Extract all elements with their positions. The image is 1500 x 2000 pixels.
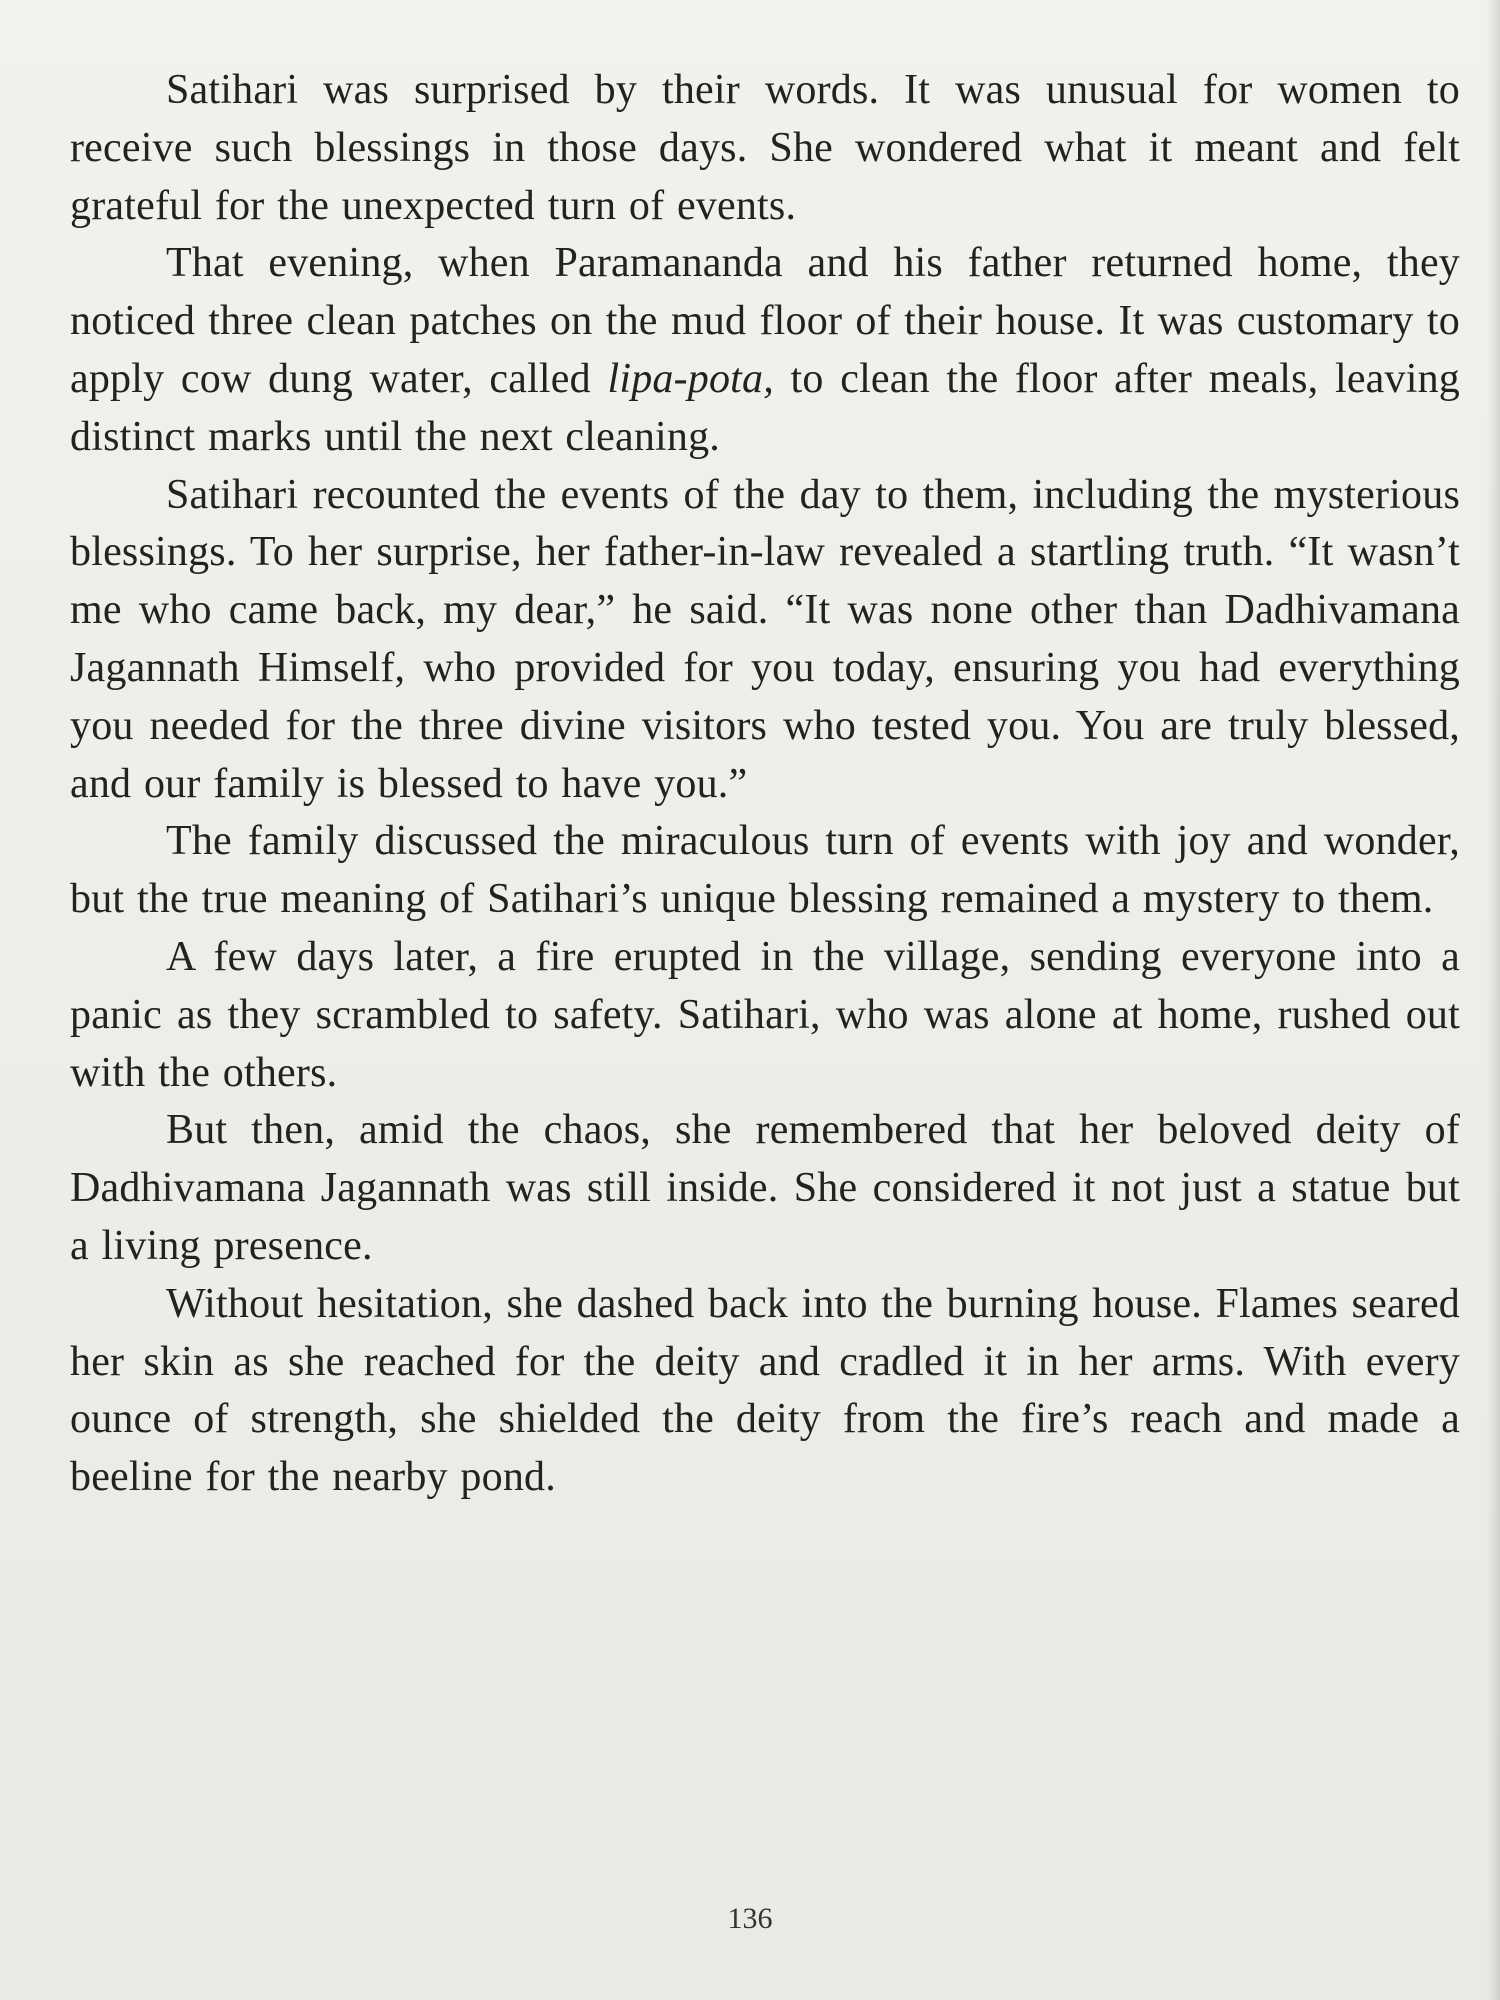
body-text xyxy=(70,62,1460,1507)
paragraph-4: The family discussed the miraculous turn of events with joy and wonder, but the true meaning of Satihari’s unique blessing remained a mystery to them. xyxy=(70,818,1460,923)
paragraph-2 xyxy=(70,235,1460,466)
paragraph-3: Satihari recounted the events of the day to them, including the mysterious blessings. To her surprise, her father-in-law revealed a startling truth. “It wasn’t me who came back, my dear,” he said. “It was none other than Dadhivamana Jagannath Himself, who provided for you today, ensuring you had everything you needed for the three divine visitors who tested you. You are truly blessed, and our family is blessed to have you.” xyxy=(70,471,1460,807)
paragraph-6: But then, amid the chaos, she remembered that her beloved deity of Dadhivamana Jagannath was still inside. She considered it not just a statue but a living presence. xyxy=(70,1107,1460,1269)
paragraph-2-part-2: to clean the floor after meals, leaving distinct marks until the next cleaning. xyxy=(70,355,1460,460)
paragraph-5: A few days later, a fire erupted in the village, sending everyone into a panic as they scrambled to safety. Satihari, who was alone at home, rushed out with the others. xyxy=(70,933,1460,1096)
page-edge-shadow xyxy=(1486,0,1500,2000)
paragraph-2-part-1: That evening, when Paramananda and his father returned home, they noticed three clean patches on the mud floor of their house. It was customary to apply cow dung water, called xyxy=(70,240,1460,402)
page-number: 136 xyxy=(727,1902,773,1935)
paragraph-1: Satihari was surprised by their words. It was unusual for women to receive such blessings in those days. She wondered what it meant and felt grateful for the unexpected turn of events. xyxy=(70,67,1460,229)
italic-term: lipa-pota, xyxy=(607,355,774,402)
paragraph-7: Without hesitation, she dashed back into the burning house. Flames seared her skin as she reached for the deity and cradled it in her arms. With every ounce of strength, she shielded the deity from the fire’s reach and made a beeline for the nearby pond. xyxy=(70,1280,1460,1501)
